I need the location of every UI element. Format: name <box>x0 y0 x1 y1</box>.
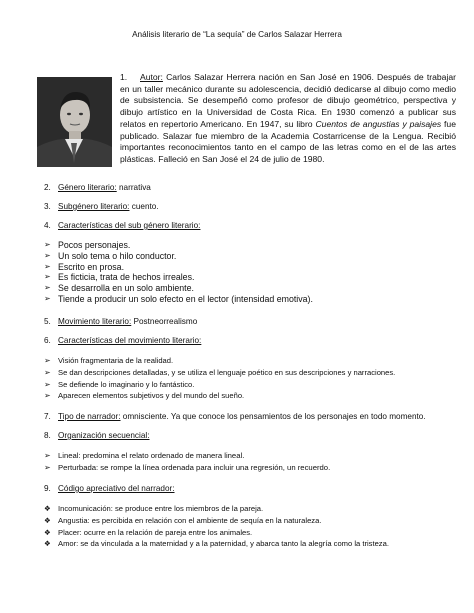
sequence-list <box>44 450 330 474</box>
list-item: ➢ Se defiende lo imaginario y lo fantástico. <box>44 379 395 391</box>
section-movement <box>44 317 197 326</box>
section-value: Postneorrealismo <box>131 317 198 326</box>
author-label: Autor: <box>140 72 163 82</box>
section-value: omnisciente. Ya que conoce los pensamientos de los personajes en todo momento. <box>120 412 426 421</box>
section-label: Género literario: <box>58 183 117 192</box>
section-subgenre-features <box>44 221 200 230</box>
section-label: Movimiento literario: <box>58 317 132 326</box>
list-item: ❖ Amor: se da vinculada a la maternidad y a la paternidad, y abarca tanto la alegría como la tristeza. <box>44 538 389 550</box>
list-item: ➢ Tiende a producir un solo efecto en el lector (intensidad emotiva). <box>44 294 313 305</box>
subgenre-features-list <box>44 240 313 305</box>
list-item: ❖ Placer: ocurre en la relación de pareja entre los animales. <box>44 527 389 539</box>
section-number: 3. <box>44 202 51 211</box>
list-item: ➢ Se desarrolla en un solo ambiente. <box>44 283 313 294</box>
section-number: 4. <box>44 221 51 230</box>
list-item: ➢ Un solo tema o hilo conductor. <box>44 251 313 262</box>
section-label: Características del sub género literario: <box>58 221 201 230</box>
section-number: 6. <box>44 336 51 345</box>
author-portrait <box>37 77 112 167</box>
section-number: 8. <box>44 431 51 440</box>
section-number: 2. <box>44 183 51 192</box>
list-item: ➢ Escrito en prosa. <box>44 262 313 273</box>
section-label: Organización secuencial: <box>58 431 150 440</box>
list-item: ➢ Es ficticia, trata de hechos irreales. <box>44 272 313 283</box>
section-genre <box>44 183 151 192</box>
item-number: 1. <box>120 72 128 82</box>
section-label: Tipo de narrador: <box>58 412 121 421</box>
list-item: ➢ Aparecen elementos subjetivos y del mundo del sueño. <box>44 390 395 402</box>
book-title: Cuentos de angustias y paisajes <box>315 118 442 129</box>
list-item: ➢ Perturbada: se rompe la línea ordenada para incluir una regresión, un recuerdo. <box>44 462 330 474</box>
section-value: narrativa <box>116 183 151 192</box>
section-narrator-type <box>44 412 426 421</box>
list-item: ➢ Pocos personajes. <box>44 240 313 251</box>
section-number: 7. <box>44 412 51 421</box>
section-label: Características del movimiento literario: <box>58 336 202 345</box>
movement-features-list <box>44 355 395 402</box>
bio-text-part-2: fue publicado. Salazar fue miembro de la Academia Costarricense de la Lengua. Recibió importantes reconocimientos tanto en el campo de las letras como en el de las artes plásticas. Falleció en San José el 24 de julio de 1980. <box>120 118 456 164</box>
author-biography <box>120 72 456 166</box>
bio-text-part-1: Carlos Salazar Herrera nación en San José en 1906. Después de trabajar en un taller mecánico durante su adolescencia, decidió dedicarse al dibujo como medio de subsistencia. Se desempeñó como profesor de dibujo geométrico, perspectiva y dibujo artístico en la Universidad de Costa Rica. En 1930 comenzó a publicar sus relatos en repertorio Americano. En 1947, su libro <box>120 72 456 129</box>
section-number: 9. <box>44 484 51 493</box>
list-item: ❖ Angustia: es percibida en relación con el ambiente de sequía en la naturaleza. <box>44 515 389 527</box>
section-label: Subgénero literario: <box>58 202 130 211</box>
section-subgenre <box>44 202 159 211</box>
list-item: ❖ Incomunicación: se produce entre los miembros de la pareja. <box>44 503 389 515</box>
list-item: ➢ Se dan descripciones detalladas, y se utiliza el lenguaje poético en sus descripciones y narraciones. <box>44 367 395 379</box>
document-title: Análisis literario de “La sequía” de Carlos Salazar Herrera <box>132 30 342 39</box>
section-sequence <box>44 431 149 440</box>
appreciative-code-list <box>44 503 389 550</box>
section-appreciative-code <box>44 484 175 493</box>
section-label: Código apreciativo del narrador: <box>58 484 175 493</box>
section-movement-features <box>44 336 201 345</box>
section-number: 5. <box>44 317 51 326</box>
list-item: ➢ Lineal: predomina el relato ordenado de manera lineal. <box>44 450 330 462</box>
section-value: cuento. <box>129 202 159 211</box>
list-item: ➢ Visión fragmentaria de la realidad. <box>44 355 395 367</box>
